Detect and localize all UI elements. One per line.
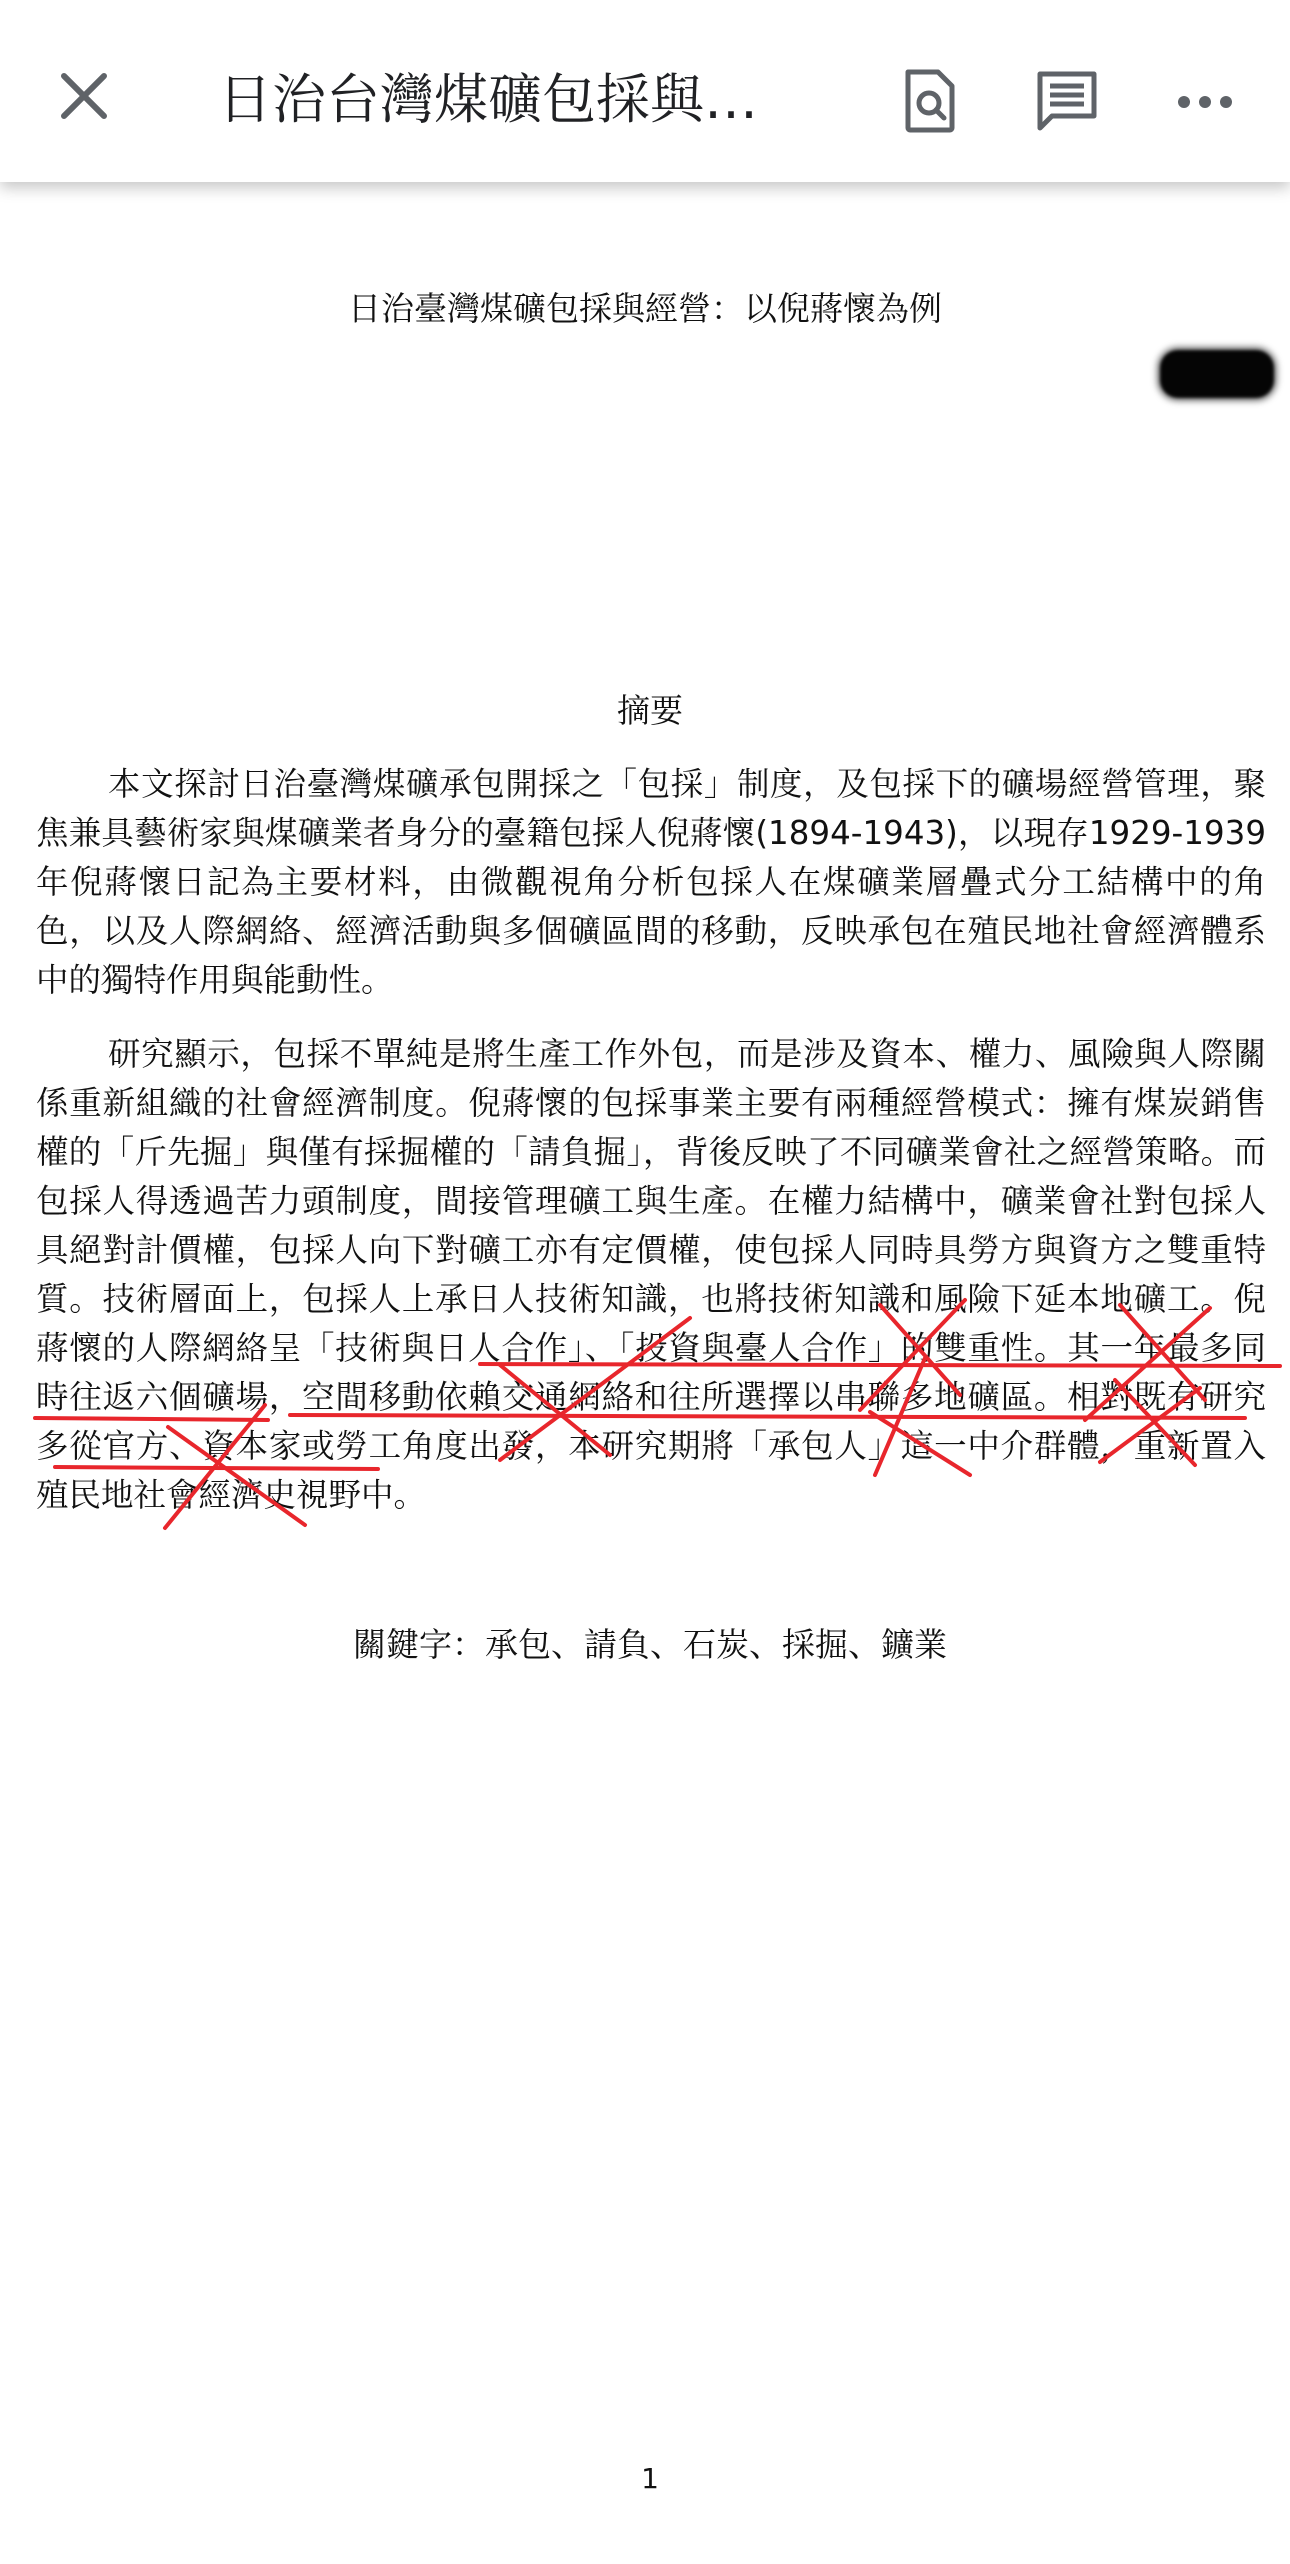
more-options-icon bbox=[1177, 94, 1233, 113]
abstract-paragraph-2: 研究顯示，包採不單純是將生產工作外包，而是涉及資本、權力、風險與人際關係重新組織的社會經濟制度。倪蔣懷的包採事業主要有兩種經營模式：擁有煤炭銷售權的「斤先掘」與僅有採掘權的「請負掘」，背後反映了不同礦業會社之經營策略。而包採人得透過苦力頭制度，間接管理礦工與生產。在權力結構中，礦業會社對包採人具絕對計價權，包採人向下對礦工亦有定價權，使包採人同時具勞方與資方之雙重特質。技術層面上，包採人上承日人技術知識，也將技術知識和風險下延本地礦工。倪蔣懷的人際網絡呈「技術與日人合作」、「投資與臺人合作」的雙重性。其一年最多同時往返六個礦場，空間移動依賴交通網絡和往所選擇以串聯多地礦區。相對既有研究多從官方、資本家或勞工角度出發，本研究期將「承包人」這一中介群體，重新置入殖民地社會經濟史視野中。 bbox=[36, 1035, 1266, 1514]
comment-icon bbox=[1034, 68, 1100, 138]
abstract-heading: 摘要 bbox=[617, 691, 683, 730]
find-in-document-icon bbox=[900, 68, 960, 138]
redaction-mark bbox=[1160, 350, 1274, 398]
more-options-button[interactable] bbox=[1160, 58, 1250, 148]
paper-title: 日治臺灣煤礦包採與經營：以倪蔣懷為例 bbox=[348, 289, 942, 328]
close-button[interactable] bbox=[44, 58, 124, 138]
page-number: 1 bbox=[641, 2462, 659, 2495]
comment-button[interactable] bbox=[1022, 58, 1112, 148]
find-in-document-button[interactable] bbox=[885, 58, 975, 148]
top-app-bar bbox=[0, 0, 1290, 182]
abstract-paragraph-1: 本文探討日治臺灣煤礦承包開採之「包採」制度，及包採下的礦場經營管理，聚焦兼具藝術家與煤礦業者身分的臺籍包採人倪蔣懷(1894-1943)，以現存1929-1939年倪蔣懷日記為主要材料，由微觀視角分析包採人在煤礦業層疊式分工結構中的角色，以及人際網絡、經濟活動與多個礦區間的移動，反映承包在殖民地社會經濟體系中的獨特作用與能動性。 bbox=[36, 765, 1266, 999]
close-icon bbox=[58, 70, 110, 126]
keywords-line: 關鍵字：承包、請負、石炭、採掘、鑛業 bbox=[353, 1625, 947, 1664]
document-title: 日治台灣煤礦包採與… bbox=[218, 68, 758, 131]
